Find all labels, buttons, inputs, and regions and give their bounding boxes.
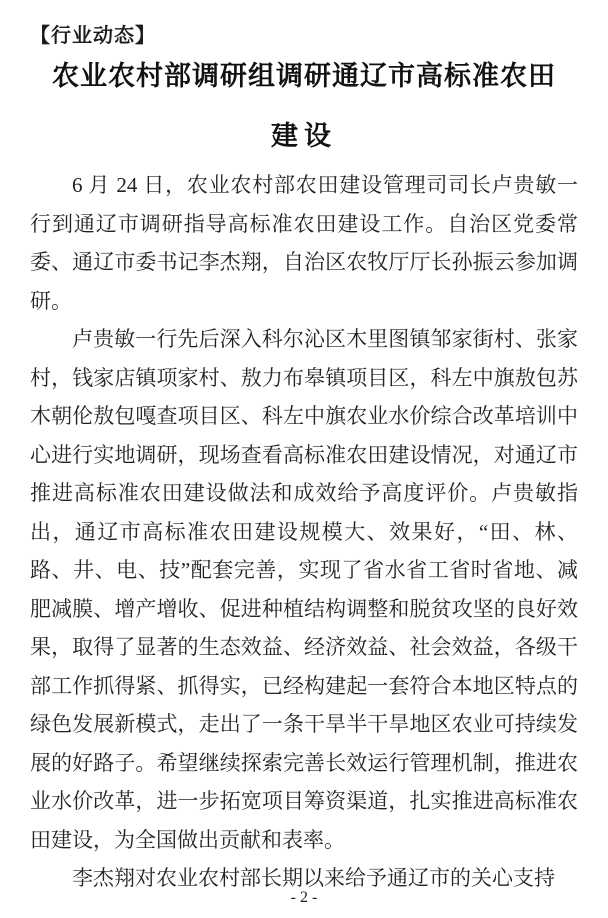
document-title <box>30 46 578 166</box>
title-line-2: 建设 <box>271 121 337 151</box>
paragraph-1: 6 月 24 日，农业农村部农田建设管理司司长卢贵敏一行到通辽市调研指导高标准农田建设工作。自治区党委常委、通辽市委书记李杰翔，自治区农牧厅厅长孙振云参加调研。 <box>30 173 578 313</box>
paragraph-2: 卢贵敏一行先后深入科尔沁区木里图镇邹家街村、张家村，钱家店镇项家村、敖力布皋镇项目区，科左中旗敖包苏木朝伦敖包嘎查项目区、科左中旗农业水价综合改革培训中心进行实地调研，现场查看高标准农田建设情况，对通辽市推进高标准农田建设做法和成效给予高度评价。卢贵敏指出，通辽市高标准农田建设规模大、效果好，“田、林、路、井、电、技”配套完善，实现了省水省工省时省地、减肥减膜、增产增收、促进种植结构调整和脱贫攻坚的良好效果，取得了显著的生态效益、经济效益、社会效益，各级干部工作抓得紧、抓得实，已经构建起一套符合本地区特点的绿色发展新模式，走出了一条干旱半干旱地区农业可持续发展的好路子。希望继续探索完善长效运行管理机制，推进农业水价改革，进一步拓宽项目筹资渠道，扎实推进高标准农田建设，为全国做出贡献和表率。 <box>30 327 578 852</box>
title-line-1: 农业农村部调研组调研通辽市高标准农田 <box>52 61 556 91</box>
page-number: - 2 - <box>290 889 318 906</box>
section-label: 【行业动态】 <box>30 25 156 47</box>
page-footer <box>0 888 608 908</box>
document-body <box>30 166 578 898</box>
paragraph-3: 李杰翔对农业农村部长期以来给予通辽市的关心支持 <box>72 866 555 890</box>
